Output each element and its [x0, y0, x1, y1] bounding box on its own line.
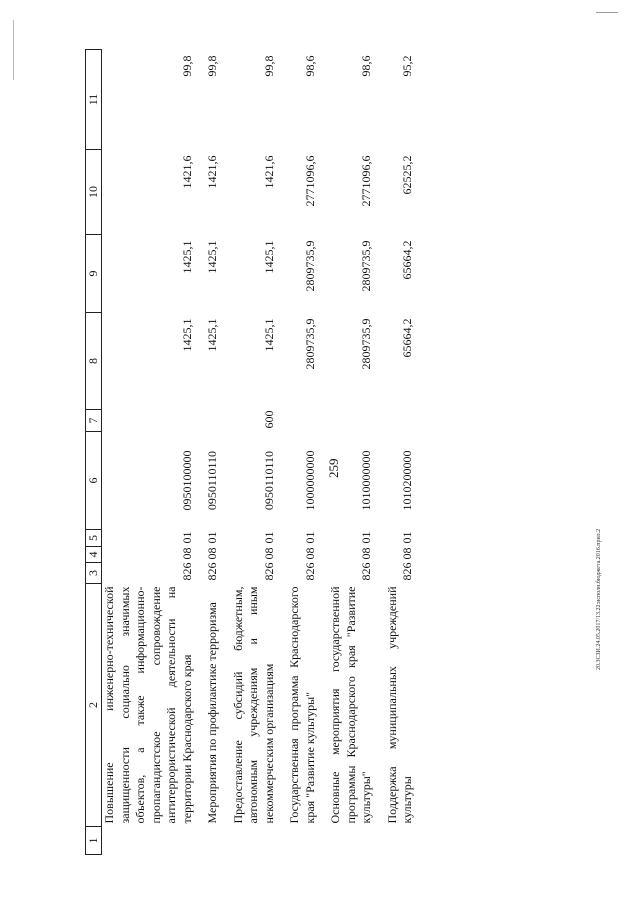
header-cell: 11 — [86, 50, 102, 150]
cell-utv: 2809735,9 — [359, 240, 373, 292]
cell-rz: 08 — [205, 547, 219, 560]
cell-pr: 01 — [179, 531, 194, 544]
row-index — [328, 827, 385, 855]
header-cell: 1 — [86, 827, 102, 855]
cell-ved: 826 — [302, 562, 317, 581]
row-name: Поддержка муниципальных учреждений культуры — [384, 586, 414, 824]
cell-vr — [102, 410, 206, 432]
row-name: Мероприятия по профилактике терроризма — [205, 602, 219, 824]
cell-ved: 826 — [205, 562, 219, 581]
header-cell: 7 — [86, 410, 102, 432]
table-row — [328, 50, 385, 855]
top-right-stamp — [596, 12, 618, 13]
row-index — [205, 827, 231, 855]
header-cell: 3 — [86, 563, 102, 584]
cell-pr: 01 — [400, 531, 414, 544]
footer-code: 20.3СЗИ.24.05.2017/13.22:исполн.бюджета.2016.прил.2 — [596, 528, 602, 670]
cell-rz: 08 — [302, 547, 317, 560]
cell-pct: 99,8 — [179, 55, 194, 77]
cell-vr — [328, 410, 385, 432]
cell-isp: 1421,6 — [205, 155, 219, 189]
table-row — [231, 50, 288, 855]
row-name: Повышение инженерно-технической защищенности социально значимых объектов, а также информационно-пропагандистское сопровождение антитеррористической деятельности на территории Краснодарского края — [102, 586, 194, 824]
cell-vr — [205, 410, 231, 432]
row-index — [231, 827, 288, 855]
cell-pct: 98,6 — [302, 55, 317, 77]
cell-plan: 1425,1 — [179, 318, 194, 352]
row-index — [287, 827, 328, 855]
row-name: Основные мероприятия государственной программы Краснодарского края "Развитие культуры" — [328, 586, 373, 824]
header-cell: 6 — [86, 432, 102, 530]
cell-rz: 08 — [179, 547, 194, 560]
cell-plan: 2809735,9 — [302, 318, 317, 370]
cell-vr — [287, 410, 328, 432]
cell-pr: 01 — [302, 531, 317, 544]
cell-csr: 0950110110 — [205, 450, 219, 511]
cell-utv: 1425,1 — [205, 240, 219, 274]
cell-plan: 1425,1 — [261, 318, 276, 352]
row-name: Государственная программа Краснодарского края "Развитие культуры" — [287, 586, 317, 824]
cell-ved: 826 — [261, 562, 276, 581]
cell-utv: 65664,2 — [400, 240, 414, 280]
cell-isp: 1421,6 — [261, 155, 276, 189]
header-cell: 5 — [86, 530, 102, 547]
cell-rz: 08 — [400, 547, 414, 560]
cell-vr — [385, 410, 426, 432]
table-row — [287, 50, 328, 855]
cell-plan: 65664,2 — [400, 318, 414, 358]
table-row — [385, 50, 426, 855]
budget-table — [85, 49, 426, 855]
header-cell: 2 — [86, 584, 102, 827]
cell-pct: 99,8 — [205, 55, 219, 77]
table-row — [205, 50, 231, 855]
header-row — [86, 50, 102, 855]
cell-pct: 98,6 — [359, 55, 373, 77]
cell-pr: 01 — [205, 531, 219, 544]
cell-pr: 01 — [261, 531, 276, 544]
header-cell: 4 — [86, 547, 102, 563]
top-left-margin-mark — [13, 20, 14, 80]
cell-ved: 826 — [400, 562, 414, 581]
cell-isp: 62525,2 — [400, 155, 414, 195]
cell-csr: 0950100000 — [179, 450, 194, 511]
header-cell: 9 — [86, 235, 102, 313]
cell-csr: 1010200000 — [400, 450, 414, 511]
row-index — [385, 827, 426, 855]
cell-csr: 1010000000 — [359, 450, 373, 511]
cell-pr: 01 — [359, 531, 373, 544]
cell-vr: 600 — [261, 410, 276, 429]
cell-utv: 2809735,9 — [302, 240, 317, 292]
cell-pct: 95,2 — [400, 55, 414, 77]
cell-csr: 1000000000 — [302, 450, 317, 511]
row-name: Предоставление субсидий бюджетным, автономным учреждениям и иным некоммерческим организациям — [230, 586, 276, 824]
cell-csr: 0950110110 — [261, 450, 276, 511]
header-cell: 10 — [86, 150, 102, 235]
table-row — [102, 50, 206, 855]
cell-rz: 08 — [359, 547, 373, 560]
header-cell: 8 — [86, 313, 102, 410]
page-number: 259 — [326, 458, 341, 478]
cell-isp: 2771096,6 — [302, 155, 317, 207]
cell-plan: 2809735,9 — [359, 318, 373, 370]
cell-utv: 1425,1 — [179, 240, 194, 274]
cell-ved: 826 — [359, 562, 373, 581]
budget-table-rotated — [85, 50, 620, 855]
cell-rz: 08 — [261, 547, 276, 560]
cell-isp: 1421,6 — [179, 155, 194, 189]
cell-isp: 2771096,6 — [359, 155, 373, 207]
cell-utv: 1425,1 — [261, 240, 276, 274]
cell-ved: 826 — [179, 562, 194, 581]
row-index — [102, 827, 206, 855]
cell-pct: 99,8 — [261, 55, 276, 77]
cell-plan: 1425,1 — [205, 318, 219, 352]
